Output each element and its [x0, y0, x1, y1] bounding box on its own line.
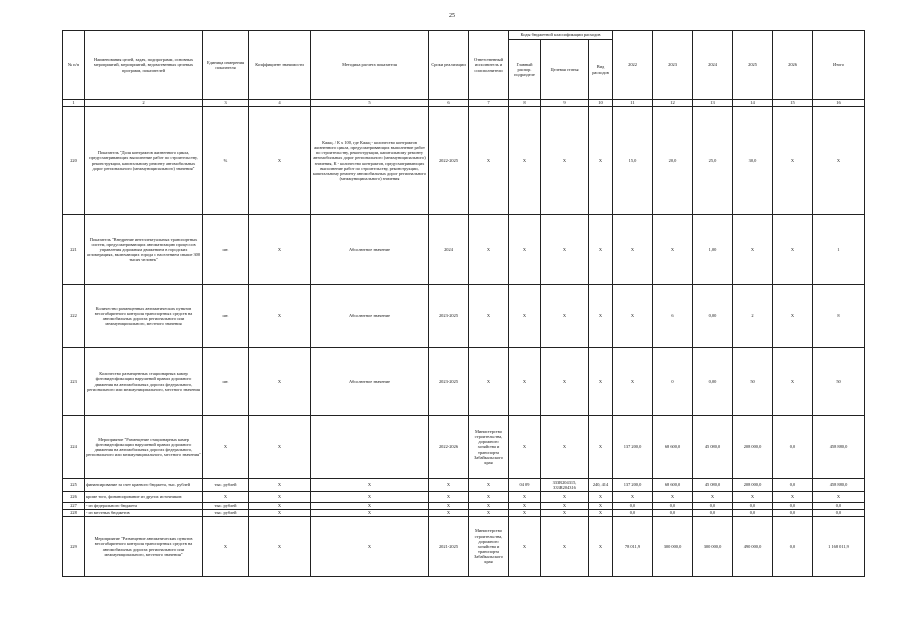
row-period: 2022-2026	[429, 416, 469, 479]
col-number: 13	[693, 100, 733, 107]
row-method: X	[311, 510, 429, 517]
row-value-2025: 2	[733, 285, 773, 348]
row-value-2025: X	[733, 492, 773, 503]
row-name: кроме того, финансирование из других источников:	[85, 492, 203, 503]
row-unit: шт.	[203, 348, 249, 416]
row-value-2026: 0,0	[773, 479, 813, 492]
row-value-2023: 0,0	[653, 503, 693, 510]
row-value-2023: X	[653, 492, 693, 503]
row-expense-type: X	[589, 517, 613, 577]
row-expense-type: X	[589, 510, 613, 517]
column-numbers-row	[63, 100, 865, 107]
row-unit: шт.	[203, 215, 249, 285]
row-grbs: X	[509, 492, 541, 503]
header-unit: Единица измерения показателя	[203, 31, 249, 100]
row-value-2026: X	[773, 348, 813, 416]
row-total: 8	[813, 285, 865, 348]
row-value-2023: 300 000,0	[653, 517, 693, 577]
row-target-article: X	[541, 416, 589, 479]
col-number: 4	[249, 100, 311, 107]
row-unit: шт.	[203, 285, 249, 348]
row-period: X	[429, 479, 469, 492]
header-2025: 2025	[733, 31, 773, 100]
row-responsible: X	[469, 215, 509, 285]
row-name: - из местных бюджетов	[85, 510, 203, 517]
row-target-article: 333R204315, 333R204316	[541, 479, 589, 492]
row-expense-type: X	[589, 492, 613, 503]
row-grbs: X	[509, 517, 541, 577]
row-expense-type: X	[589, 107, 613, 215]
row-value-2022: 137 200,0	[613, 479, 653, 492]
row-target-article: X	[541, 107, 589, 215]
row-period: 2021-2025	[429, 517, 469, 577]
row-value-2024: 0,00	[693, 348, 733, 416]
row-coefficient: X	[249, 503, 311, 510]
row-value-2026: X	[773, 285, 813, 348]
table-row	[63, 416, 865, 479]
col-number: 9	[541, 100, 589, 107]
row-responsible: X	[469, 492, 509, 503]
row-value-2022: X	[613, 285, 653, 348]
row-value-2026: 0,0	[773, 517, 813, 577]
row-number: 223	[63, 348, 85, 416]
header-budget-codes: Коды бюджетной классификации расходов	[509, 31, 613, 40]
table-row	[63, 479, 865, 492]
row-coefficient: X	[249, 348, 311, 416]
row-total: 0,0	[813, 510, 865, 517]
row-value-2023: 0,0	[653, 510, 693, 517]
row-method: X	[311, 517, 429, 577]
row-grbs: X	[509, 510, 541, 517]
row-value-2023: X	[653, 215, 693, 285]
row-grbs: X	[509, 503, 541, 510]
row-value-2025: 490 000,0	[733, 517, 773, 577]
row-value-2024: 0,0	[693, 510, 733, 517]
row-target-article: X	[541, 503, 589, 510]
row-number: 226	[63, 492, 85, 503]
row-value-2026: 0,0	[773, 416, 813, 479]
row-value-2024: 45 080,0	[693, 479, 733, 492]
row-total: 50	[813, 348, 865, 416]
row-name: Мероприятие "Размещение стационарных камер фотовидеофиксации нарушений правил дорожного движения на автомобильных дорогах федерального, регионального или межмуниципального, местного значения"	[85, 416, 203, 479]
row-value-2023: 68 600,0	[653, 416, 693, 479]
row-value-2023: 0	[653, 348, 693, 416]
row-unit: %	[203, 107, 249, 215]
table-row	[63, 348, 865, 416]
row-expense-type: 240, 414	[589, 479, 613, 492]
row-period: 2022-2025	[429, 107, 469, 215]
row-value-2022: 0,0	[613, 510, 653, 517]
indicators-table	[62, 30, 865, 577]
col-number: 5	[311, 100, 429, 107]
row-method: Абсолютное значение	[311, 348, 429, 416]
row-value-2024: 45 080,0	[693, 416, 733, 479]
header-2026: 2026	[773, 31, 813, 100]
row-coefficient: X	[249, 215, 311, 285]
table-body	[63, 107, 865, 577]
row-unit: X	[203, 517, 249, 577]
row-responsible: Министерство строительства, дорожного хозяйства и транспорта Забайкальского края	[469, 416, 509, 479]
row-responsible: X	[469, 107, 509, 215]
row-value-2025: 208 000,0	[733, 416, 773, 479]
row-responsible: X	[469, 503, 509, 510]
header-grbs: Главный распор. подразделе	[509, 40, 541, 100]
table-row	[63, 107, 865, 215]
header-total: Итого	[813, 31, 865, 100]
row-total: 458 880,0	[813, 416, 865, 479]
row-value-2022: 137 200,0	[613, 416, 653, 479]
row-period: 2024	[429, 215, 469, 285]
row-coefficient: X	[249, 517, 311, 577]
row-method: Абсолютное значение	[311, 215, 429, 285]
row-responsible: X	[469, 510, 509, 517]
row-period: 2023-2025	[429, 348, 469, 416]
row-period: X	[429, 492, 469, 503]
row-responsible: X	[469, 348, 509, 416]
row-coefficient: X	[249, 285, 311, 348]
row-coefficient: X	[249, 416, 311, 479]
header-expense-type: Вид расходов	[589, 40, 613, 100]
row-value-2022: 15,0	[613, 107, 653, 215]
row-name: Количество размещенных автоматических пунктов весогабаритного контроля транспортных средств на автомобильных дорогах регионального или межмуниципального, местного значения	[85, 285, 203, 348]
row-grbs: X	[509, 348, 541, 416]
row-responsible: Министерство строительства, дорожного хозяйства и транспорта Забайкальского края	[469, 517, 509, 577]
row-name: Показатель "Внедрение интеллектуальных транспортных систем, предусматривающих автоматизацию процессов управления дорожным движением в городских агломерациях, включающих города с населением свыше 300 тысяч человек"	[85, 215, 203, 285]
row-total: X	[813, 492, 865, 503]
row-name: - из федерального бюджета	[85, 503, 203, 510]
row-value-2025: 0,0	[733, 503, 773, 510]
row-unit: тыс. рублей	[203, 503, 249, 510]
col-number: 15	[773, 100, 813, 107]
header-2023: 2023	[653, 31, 693, 100]
header-target-article: Целевая статья	[541, 40, 589, 100]
header-num: № п/п	[63, 31, 85, 100]
row-name: финансирование за счет краевого бюджета, тыс. рублей	[85, 479, 203, 492]
col-number: 3	[203, 100, 249, 107]
row-number: 221	[63, 215, 85, 285]
row-number: 228	[63, 510, 85, 517]
col-number: 10	[589, 100, 613, 107]
row-expense-type: X	[589, 348, 613, 416]
row-target-article: X	[541, 348, 589, 416]
row-target-article: X	[541, 215, 589, 285]
row-value-2025: 30,0	[733, 107, 773, 215]
table-row	[63, 503, 865, 510]
col-number: 1	[63, 100, 85, 107]
row-target-article: X	[541, 492, 589, 503]
row-number: 229	[63, 517, 85, 577]
row-value-2026: X	[773, 215, 813, 285]
col-number: 7	[469, 100, 509, 107]
row-value-2026: 0,0	[773, 503, 813, 510]
header-coef: Коэффициент значимости	[249, 31, 311, 100]
row-number: 222	[63, 285, 85, 348]
row-coefficient: X	[249, 479, 311, 492]
row-value-2025: X	[733, 215, 773, 285]
row-method	[311, 416, 429, 479]
row-expense-type: X	[589, 215, 613, 285]
row-period: X	[429, 503, 469, 510]
table-row	[63, 510, 865, 517]
table-row	[63, 215, 865, 285]
row-name: Мероприятие "Размещение автоматических пунктов весогабаритного контроля транспортных средств на автомобильных дорогах регионального или межмуниципального, местного значения"	[85, 517, 203, 577]
row-target-article: X	[541, 285, 589, 348]
row-name: Количество размещенных стационарных камер фотовидеофиксации нарушений правил дорожного движения на автомобильных дорогах федерального, регионального или межмуниципального, местного значения	[85, 348, 203, 416]
row-expense-type: X	[589, 503, 613, 510]
row-number: 224	[63, 416, 85, 479]
page-number: 25	[449, 13, 455, 19]
row-total: 1	[813, 215, 865, 285]
row-value-2026: X	[773, 492, 813, 503]
row-coefficient: X	[249, 107, 311, 215]
header-responsible: Ответственный исполнитель и соисполнители	[469, 31, 509, 100]
row-value-2023: 20,0	[653, 107, 693, 215]
row-expense-type: X	[589, 285, 613, 348]
row-value-2023: 6	[653, 285, 693, 348]
col-number: 8	[509, 100, 541, 107]
header-period: Сроки реализации	[429, 31, 469, 100]
row-total: 458 880,0	[813, 479, 865, 492]
row-number: 220	[63, 107, 85, 215]
row-grbs: X	[509, 416, 541, 479]
col-number: 11	[613, 100, 653, 107]
row-value-2023: 68 600,0	[653, 479, 693, 492]
row-value-2024: 0,0	[693, 503, 733, 510]
row-total: 1 168 011,9	[813, 517, 865, 577]
row-period: 2023-2025	[429, 285, 469, 348]
row-grbs: 04 09	[509, 479, 541, 492]
row-value-2026: X	[773, 107, 813, 215]
row-value-2024: 0,00	[693, 285, 733, 348]
header-2022: 2022	[613, 31, 653, 100]
row-unit: тыс. рублей	[203, 510, 249, 517]
row-coefficient: X	[249, 492, 311, 503]
row-target-article: X	[541, 510, 589, 517]
row-value-2025: 50	[733, 348, 773, 416]
row-value-2022: 78 011,9	[613, 517, 653, 577]
row-method: Абсолютное значение	[311, 285, 429, 348]
row-period: X	[429, 510, 469, 517]
row-value-2022: 0,0	[613, 503, 653, 510]
col-number: 6	[429, 100, 469, 107]
row-value-2022: X	[613, 348, 653, 416]
col-number: 2	[85, 100, 203, 107]
row-total: 0,0	[813, 503, 865, 510]
row-name: Показатель "Доля контрактов жизненного цикла, предусматривающих выполнение работ по строительству, реконструкции, капитальному ремонту автомобильных дорог регионального (межмуниципального) значения"	[85, 107, 203, 215]
row-coefficient: X	[249, 510, 311, 517]
row-value-2024: X	[693, 492, 733, 503]
col-number: 12	[653, 100, 693, 107]
row-target-article: X	[541, 517, 589, 577]
row-total: X	[813, 107, 865, 215]
header-2024: 2024	[693, 31, 733, 100]
row-responsible: X	[469, 479, 509, 492]
row-value-2025: 0,0	[733, 510, 773, 517]
row-unit: тыс. рублей	[203, 479, 249, 492]
row-method: X	[311, 503, 429, 510]
row-unit: X	[203, 416, 249, 479]
table-row	[63, 517, 865, 577]
row-grbs: X	[509, 285, 541, 348]
row-unit: X	[203, 492, 249, 503]
row-grbs: X	[509, 215, 541, 285]
row-value-2025: 208 000,0	[733, 479, 773, 492]
row-number: 225	[63, 479, 85, 492]
row-method: Кжкц. / К х 100, где Кжкц - количество контрактов жизненного цикла, предусматривающих выполнение работ по строительству, реконструкции, капитальному ремонту автомобильных дорог регионального (межмуниципального) значения, К - количество контрактов, предусматривающих выполнение работ по строительству, реконструкции, капитальному ремонту автомобильных дорог регионального (межмуниципального) значения	[311, 107, 429, 215]
row-expense-type: X	[589, 416, 613, 479]
row-number: 227	[63, 503, 85, 510]
table-row	[63, 492, 865, 503]
row-value-2024: 300 000,0	[693, 517, 733, 577]
row-value-2024: 25,0	[693, 107, 733, 215]
header-method: Методика расчета показателя	[311, 31, 429, 100]
col-number: 16	[813, 100, 865, 107]
row-method: X	[311, 479, 429, 492]
row-responsible: X	[469, 285, 509, 348]
col-number: 14	[733, 100, 773, 107]
row-value-2026: 0,0	[773, 510, 813, 517]
table-row	[63, 285, 865, 348]
header-name: Наименования целей, задач, подпрограмм, основных мероприятий, мероприятий, ведомственных целевых программ, показателей	[85, 31, 203, 100]
row-value-2022: X	[613, 215, 653, 285]
row-grbs: X	[509, 107, 541, 215]
row-value-2022: X	[613, 492, 653, 503]
row-value-2024: 1,00	[693, 215, 733, 285]
row-method: X	[311, 492, 429, 503]
